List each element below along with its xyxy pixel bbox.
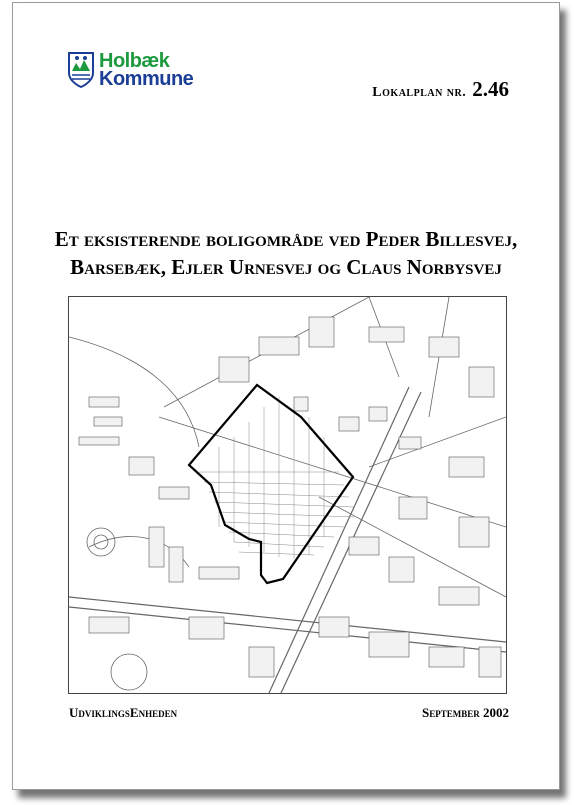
logo-text-kommune: Kommune xyxy=(99,68,194,90)
plan-number: 2.46 xyxy=(472,77,509,101)
site-map xyxy=(68,296,507,694)
plan-label: Lokalplan nr. xyxy=(372,85,467,100)
logo-text-holbaek: Holbæk xyxy=(99,50,170,72)
title-line-1: Et eksisterende boligområde ved Peder Billesvej, xyxy=(54,227,518,251)
footer-department: UdviklingsEnheden xyxy=(69,705,178,720)
footer-date: September 2002 xyxy=(422,705,509,720)
title-line-2: Barsebæk, Ejler Urnesvej og Claus Norbysvej xyxy=(70,255,502,279)
coat-of-arms-icon xyxy=(67,51,95,89)
holbaek-kommune-logo xyxy=(67,51,227,95)
document-title xyxy=(53,225,519,281)
plan-number-heading xyxy=(372,77,509,102)
document-page xyxy=(12,2,560,790)
site-map-drawing xyxy=(69,297,506,693)
